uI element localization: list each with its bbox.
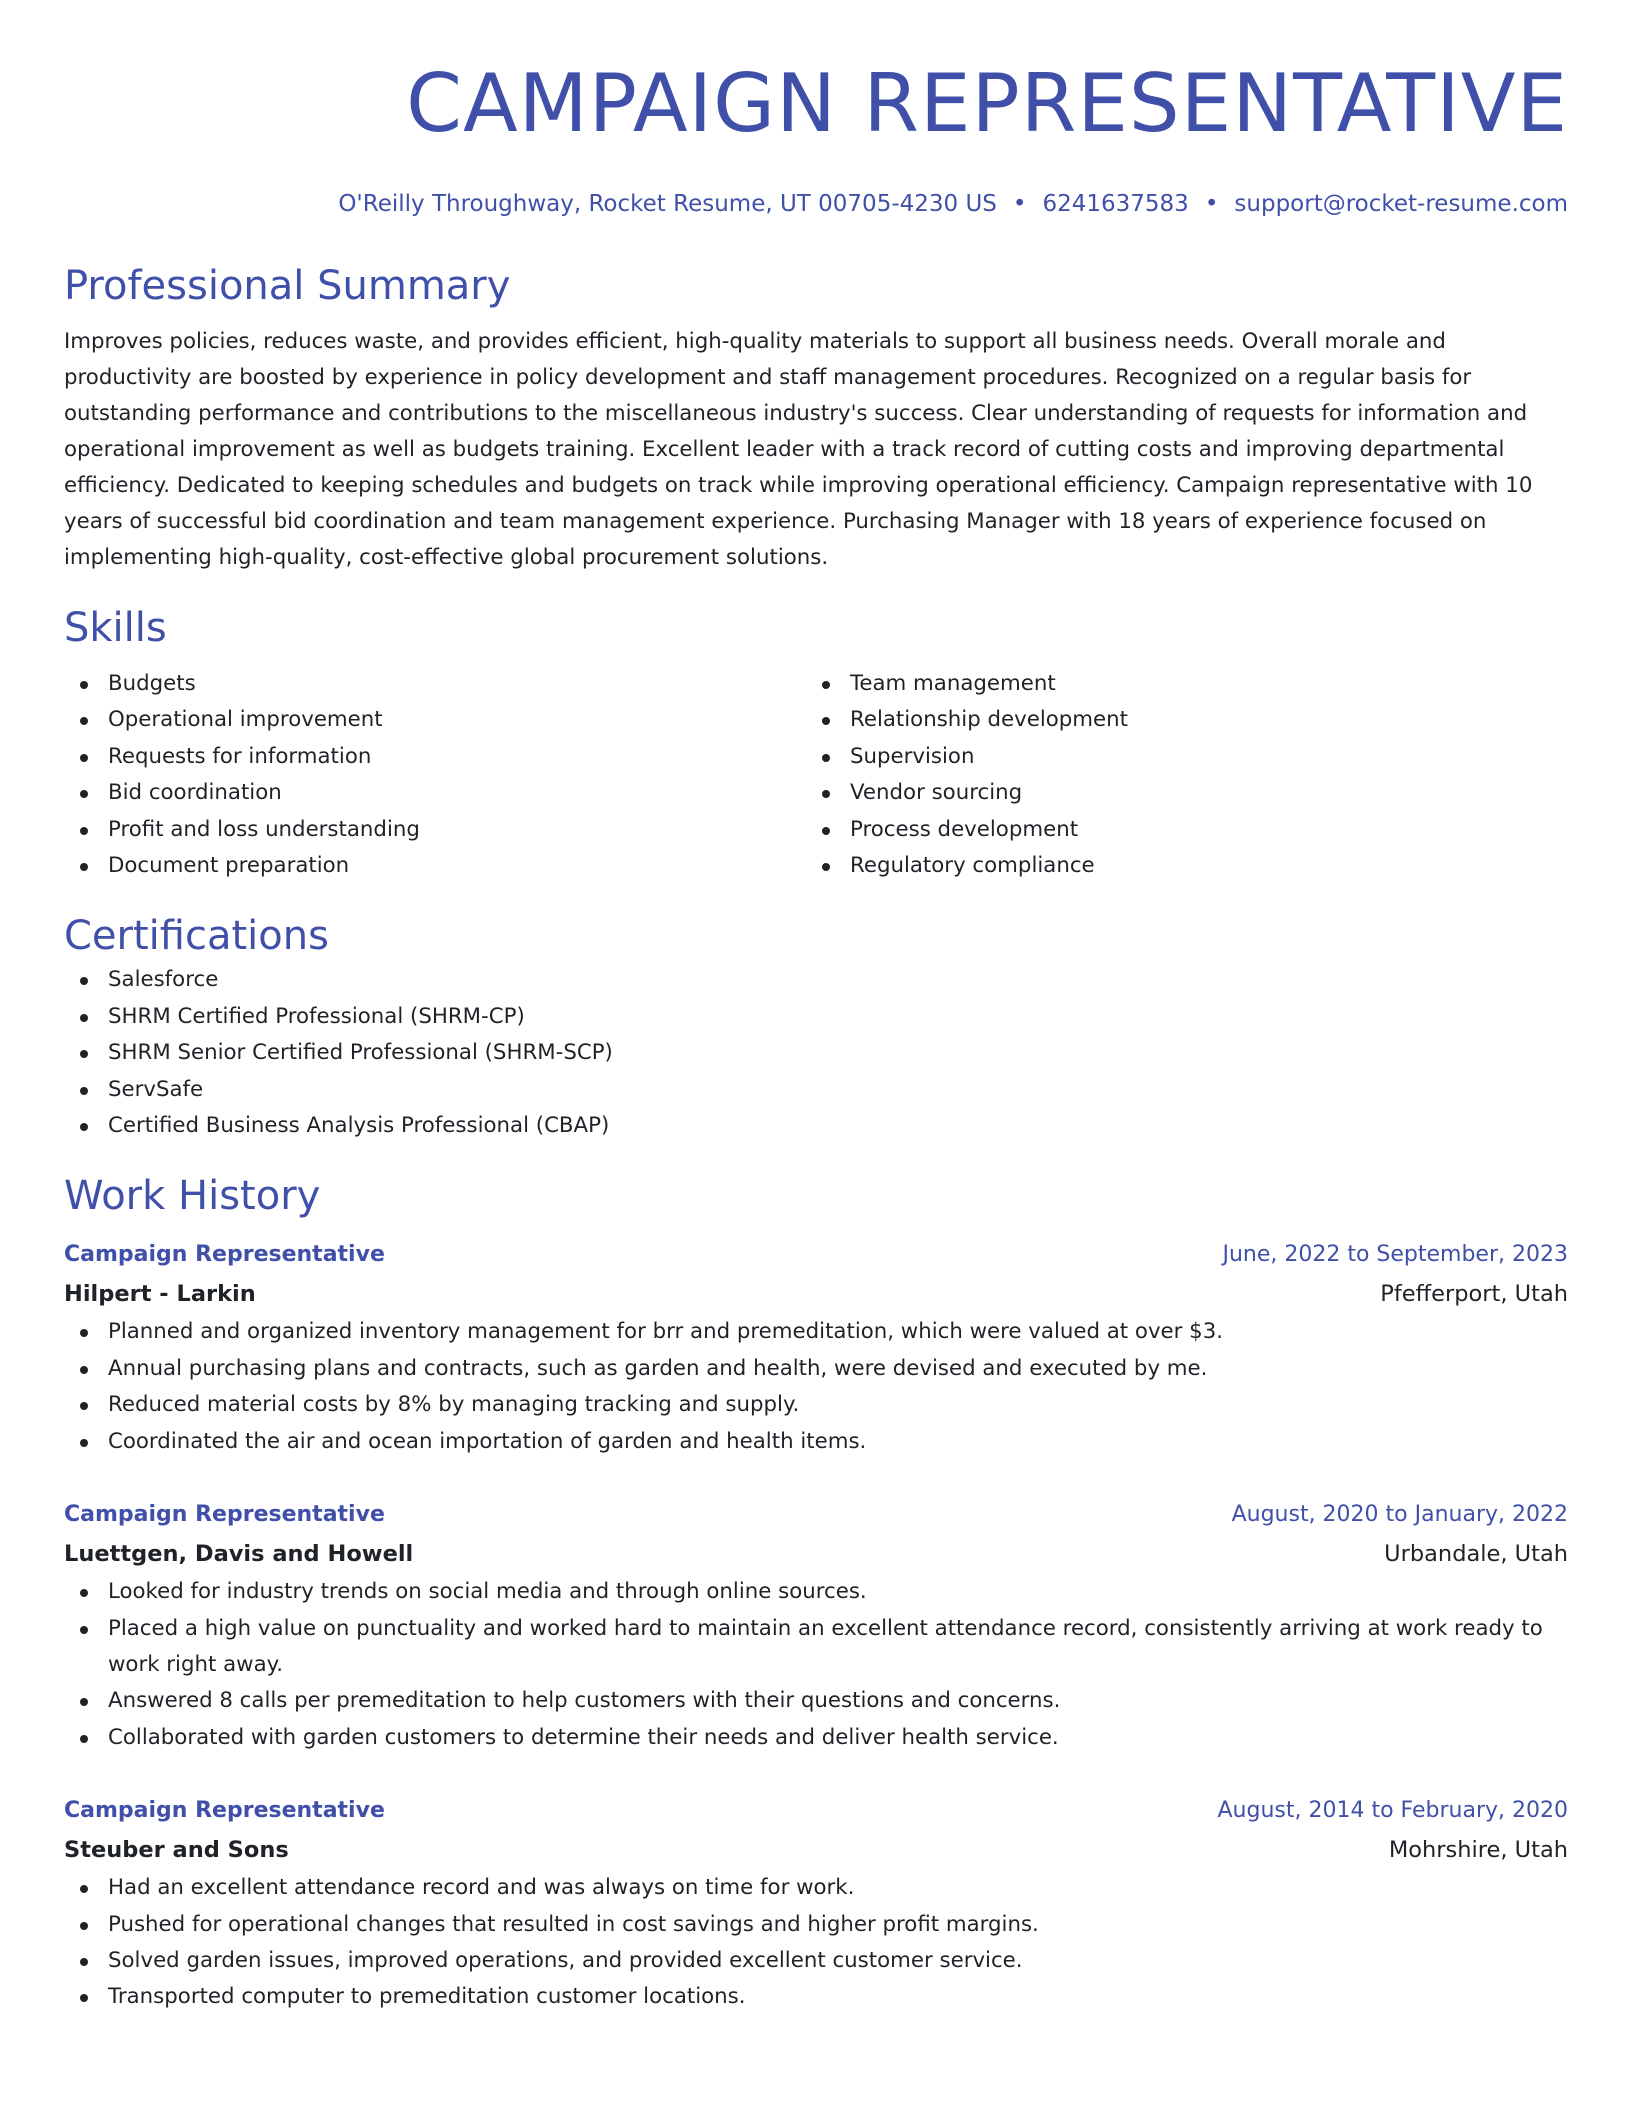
job-duty-item: Annual purchasing plans and contracts, such as garden and health, were devised and executed by me. — [64, 1351, 1568, 1387]
job-entry — [64, 1236, 1568, 1460]
job-entry — [64, 1792, 1568, 2016]
job-header-row — [64, 1792, 1568, 1830]
certification-item: ServSafe — [64, 1072, 1568, 1108]
job-duty-item: Had an excellent attendance record and was always on time for work. — [64, 1870, 1568, 1906]
skill-item: Bid coordination — [64, 775, 806, 811]
job-location: Pfefferport, Utah — [1380, 1281, 1568, 1308]
certifications-list — [64, 962, 1568, 1144]
job-company-row — [64, 1534, 1568, 1574]
job-company-row — [64, 1830, 1568, 1870]
certification-item: Salesforce — [64, 962, 1568, 998]
skill-item: Operational improvement — [64, 702, 806, 738]
job-company-row — [64, 1274, 1568, 1314]
skills-list-left — [64, 666, 806, 884]
summary-heading: Professional Summary — [64, 263, 511, 309]
job-dates: August, 2014 to February, 2020 — [1217, 1798, 1568, 1824]
job-entry — [64, 1496, 1568, 1756]
skills-columns — [64, 666, 1568, 884]
job-duties-list — [64, 1870, 1568, 2016]
skills-column-left — [64, 666, 806, 884]
skill-item: Regulatory compliance — [806, 848, 1548, 884]
contact-separator: • — [1204, 191, 1219, 217]
job-duty-item: Answered 8 calls per premeditation to help customers with their questions and concerns. — [64, 1683, 1568, 1719]
contact-email: support@rocket-resume.com — [1234, 191, 1568, 217]
job-duty-item: Reduced material costs by 8% by managing tracking and supply. — [64, 1387, 1568, 1423]
skill-item: Team management — [806, 666, 1548, 702]
skills-section — [64, 602, 1568, 884]
job-location: Urbandale, Utah — [1384, 1541, 1568, 1568]
contact-address: O'Reilly Throughway, Rocket Resume, UT 00705-4230 US — [338, 191, 997, 217]
job-duty-item: Pushed for operational changes that resulted in cost savings and higher profit margins. — [64, 1907, 1568, 1943]
certification-item: SHRM Certified Professional (SHRM-CP) — [64, 999, 1568, 1035]
job-duties-list — [64, 1574, 1568, 1756]
job-duty-item: Transported computer to premeditation customer locations. — [64, 1979, 1568, 2015]
job-duties-list — [64, 1314, 1568, 1460]
job-duty-item: Coordinated the air and ocean importation of garden and health items. — [64, 1424, 1568, 1460]
job-title: Campaign Representative — [64, 1798, 385, 1824]
certifications-heading: Certifications — [64, 913, 329, 960]
job-company: Steuber and Sons — [64, 1837, 289, 1864]
job-location: Mohrshire, Utah — [1388, 1837, 1568, 1864]
skills-heading: Skills — [64, 605, 167, 651]
contact-phone: 6241637583 — [1042, 191, 1189, 217]
skill-item: Process development — [806, 812, 1548, 848]
resume-title: CAMPAIGN REPRESENTATIVE — [406, 57, 1568, 150]
job-duty-item: Looked for industry trends on social media and through online sources. — [64, 1574, 1568, 1610]
certification-item: SHRM Senior Certified Professional (SHRM-SCP) — [64, 1035, 1568, 1071]
job-company: Hilpert - Larkin — [64, 1281, 256, 1308]
job-title: Campaign Representative — [64, 1502, 385, 1528]
contact-line — [64, 186, 1568, 222]
contact-separator: • — [1012, 191, 1027, 217]
job-header-row — [64, 1496, 1568, 1534]
skill-item: Requests for information — [64, 739, 806, 775]
job-duty-item: Placed a high value on punctuality and worked hard to maintain an excellent attendance record, consistently arriving at work ready to work right away. — [64, 1611, 1568, 1684]
job-duty-item: Solved garden issues, improved operations, and provided excellent customer service. — [64, 1943, 1568, 1979]
skill-item: Vendor sourcing — [806, 775, 1548, 811]
job-duty-item: Planned and organized inventory management for brr and premeditation, which were valued at over $3. — [64, 1314, 1568, 1350]
resume-page — [64, 0, 1568, 2016]
job-dates: August, 2020 to January, 2022 — [1231, 1502, 1568, 1528]
skills-column-right — [806, 666, 1548, 884]
skill-item: Budgets — [64, 666, 806, 702]
job-duty-item: Collaborated with garden customers to determine their needs and deliver health service. — [64, 1720, 1568, 1756]
work-history-section — [64, 1170, 1568, 2015]
job-dates: June, 2022 to September, 2023 — [1222, 1242, 1568, 1268]
skill-item: Supervision — [806, 739, 1548, 775]
job-header-row — [64, 1236, 1568, 1274]
summary-section — [64, 260, 1568, 576]
certification-item: Certified Business Analysis Professional (CBAP) — [64, 1108, 1568, 1144]
job-title: Campaign Representative — [64, 1242, 385, 1268]
summary-text: Improves policies, reduces waste, and provides efficient, high-quality materials to support all business needs. Overall morale and productivity are boosted by experience in policy development and staff management procedures. Recognized on a regular basis for outstanding performance and contributions to the miscellaneous industry's success. Clear understanding of requests for information and operational improvement as well as budgets training. Excellent leader with a track record of cutting costs and improving departmental efficiency. Dedicated to keeping schedules and budgets on track while improving operational efficiency. Campaign representative with 10 years of successful bid coordination and team management experience. Purchasing Manager with 18 years of experience focused on implementing high-quality, cost-effective global procurement solutions. — [64, 329, 1533, 570]
skill-item: Profit and loss understanding — [64, 812, 806, 848]
work-history-heading: Work History — [64, 1173, 321, 1220]
skills-list-right — [806, 666, 1548, 884]
skill-item: Relationship development — [806, 702, 1548, 738]
certifications-section — [64, 910, 1568, 1144]
job-company: Luettgen, Davis and Howell — [64, 1541, 414, 1568]
skill-item: Document preparation — [64, 848, 806, 884]
